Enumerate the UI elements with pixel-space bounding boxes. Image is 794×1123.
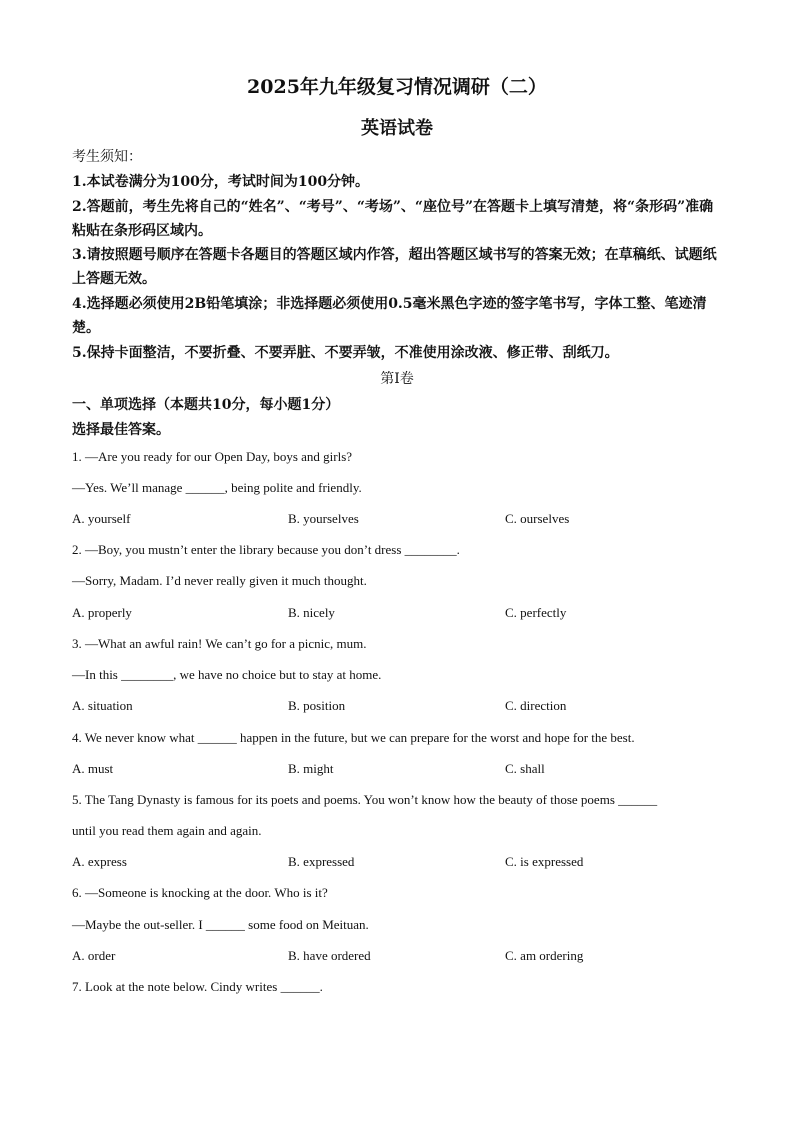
option-c: C. direction bbox=[505, 698, 567, 713]
option-c: C. perfectly bbox=[505, 605, 567, 620]
option-a: A. must bbox=[72, 761, 114, 776]
section-instruction: 选择最佳答案。 bbox=[72, 422, 170, 438]
question-line: 5. The Tang Dynasty is famous for its poets and poems. You won’t know how the beauty of those poems ______ bbox=[72, 792, 658, 807]
part-label: 第Ⅰ卷 bbox=[380, 371, 414, 387]
question-line: —Yes. We’ll manage ______, being polite and friendly. bbox=[72, 480, 362, 495]
option-b: B. might bbox=[288, 761, 334, 776]
question-line: 7. Look at the note below. Cindy writes ______. bbox=[72, 979, 323, 994]
option-c: C. am ordering bbox=[505, 948, 584, 963]
question-line: 4. We never know what ______ happen in the future, but we can prepare for the worst and hope for the best. bbox=[72, 730, 635, 745]
option-b: B. position bbox=[288, 698, 346, 713]
section-heading: 一、单项选择（本题共10分，每小题1分） bbox=[72, 397, 340, 413]
question-line: 1. —Are you ready for our Open Day, boys and girls? bbox=[72, 449, 353, 464]
notice-item-2: 2.答题前，考生先将自己的“姓名”、“考号”、“考场”、“座位号”在答题卡上填写清楚，将“条形码”准确粘贴在条形码区域内。 bbox=[72, 199, 714, 240]
notice-item-3: 3.请按照题号顺序在答题卡各题目的答题区域内作答，超出答题区域书写的答案无效；在草稿纸、试题纸上答题无效。 bbox=[72, 247, 717, 288]
option-b: B. yourselves bbox=[288, 511, 359, 526]
option-b: B. have ordered bbox=[288, 948, 371, 963]
option-a: A. order bbox=[72, 948, 116, 963]
option-a: A. situation bbox=[72, 698, 133, 713]
question-line: —Maybe the out-seller. I ______ some food on Meituan. bbox=[72, 917, 369, 932]
question-line: 2. —Boy, you mustn’t enter the library because you don’t dress ________. bbox=[72, 542, 460, 557]
notice-item-4: 4.选择题必须使用2B铅笔填涂；非选择题必须使用0.5毫米黑色字迹的签字笔书写，字体工整、笔迹清楚。 bbox=[72, 296, 707, 337]
notice-item-5: 5.保持卡面整洁，不要折叠、不要弄脏、不要弄皱，不准使用涂改液、修正带、刮纸刀。 bbox=[72, 345, 619, 361]
option-a: A. properly bbox=[72, 605, 132, 620]
question-line: —Sorry, Madam. I’d never really given it much thought. bbox=[72, 573, 367, 588]
question-line: —In this ________, we have no choice but to stay at home. bbox=[72, 667, 382, 682]
notice-item-1: 1.本试卷满分为100分，考试时间为100分钟。 bbox=[72, 174, 370, 190]
option-c: C. is expressed bbox=[505, 854, 584, 869]
option-a: A. express bbox=[72, 854, 127, 869]
option-c: C. ourselves bbox=[505, 511, 570, 526]
page-subtitle: 英语试卷 bbox=[361, 118, 433, 139]
option-b: B. expressed bbox=[288, 854, 355, 869]
option-a: A. yourself bbox=[72, 511, 131, 526]
option-c: C. shall bbox=[505, 761, 545, 776]
question-line: 6. —Someone is knocking at the door. Who is it? bbox=[72, 885, 328, 900]
page-title: 2025年九年级复习情况调研（二） bbox=[247, 76, 547, 98]
option-b: B. nicely bbox=[288, 605, 335, 620]
question-line: 3. —What an awful rain! We can’t go for a picnic, mum. bbox=[72, 636, 367, 651]
notice-heading: 考生须知： bbox=[72, 149, 142, 165]
question-line: until you read them again and again. bbox=[72, 823, 262, 838]
